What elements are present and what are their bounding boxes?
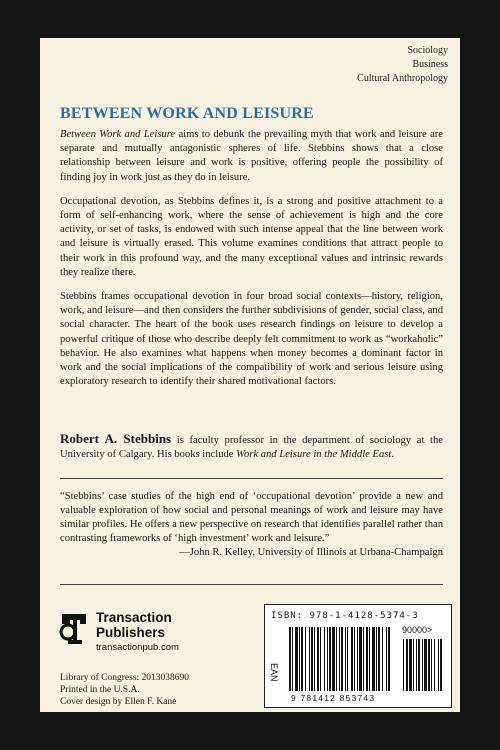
author-bio-end: . <box>391 449 394 460</box>
paragraph-1 <box>60 128 443 185</box>
divider-bottom <box>60 584 443 585</box>
credit-printed: Printed in the U.S.A. <box>60 685 140 695</box>
title-italic: Between Work and Leisure <box>60 129 176 140</box>
paragraph-2: Occupational devotion, as Stebbins defines it, is a strong and positive attachment to a form of self-enhancing work, where the sense of achievement is high and the core activity, or set of tasks, is endowed with such intense appeal that the line between work and leisure is virtually erased. This volume examines conditions that attract people to their work in this profound way, and the many exceptional values and intrinsic rewards they realize there. <box>60 195 443 278</box>
category-business: Business <box>412 59 448 70</box>
publisher-url: transactionpub.com <box>96 642 179 653</box>
author-book: Work and Leisure in the Middle East <box>236 449 392 460</box>
barcode-digits: 9 781412 853743 <box>291 693 376 703</box>
publisher-name <box>96 610 172 640</box>
subject-categories <box>357 44 448 86</box>
price-code: 90000> <box>402 625 433 635</box>
credit-loc: Library of Congress: 2013038690 <box>60 673 190 683</box>
isbn-text: ISBN: 978-1-4128-5374-3 <box>271 611 419 621</box>
author-bio-text: is faculty professor in the department of sociology at the University of Calgary. His books include <box>60 435 443 460</box>
author-name: Robert A. Stebbins <box>60 431 172 446</box>
publisher-mark-icon <box>58 610 90 646</box>
category-sociology: Sociology <box>407 45 448 56</box>
quote-attribution: —John R. Kelley, University of Illinois at Urbana-Champaign <box>179 547 443 558</box>
barcode-bars <box>265 605 451 707</box>
back-cover-panel <box>40 38 460 712</box>
isbn-barcode <box>264 604 452 708</box>
credits <box>60 672 189 708</box>
category-anthropology: Cultural Anthropology <box>357 73 448 84</box>
book-title: BETWEEN WORK AND LEISURE <box>60 105 314 122</box>
publisher-logo <box>58 610 218 660</box>
publisher-name-line2: Publishers <box>96 625 166 640</box>
paragraph-3: Stebbins frames occupational devotion in four broad social contexts—history, religion, work, and leisure—and then considers the further subdivisions of gender, social class, and social character. The heart of the book uses research findings on leisure to develop a powerful critique of those who describe deeply felt commitment to work as “workaholic” behavior. He also examines what happens when money becomes a dominant factor in work and the social implications of the compatibility of work and serious leisure using exploratory research to identify their shared motivational factors. <box>60 291 443 388</box>
ean-label: EAN <box>269 663 279 682</box>
divider-top <box>60 478 443 479</box>
author-bio <box>60 432 443 462</box>
publisher-name-line1: Transaction <box>96 610 172 625</box>
credit-design: Cover design by Ellen F. Kane <box>60 697 177 707</box>
paragraph-1-text: aims to debunk the prevailing myth that work and leisure are separate and mutually antagonistic spheres of life. Stebbins shows that a close relationship between leisure and work is positive, offering people the possibility of finding joy in work just as they do in leisure. <box>60 129 444 183</box>
description <box>60 128 443 399</box>
quote-text: “Stebbins’ case studies of the high end of ‘occupational devotion’ provide a new and valuable exploration of how social and personal meanings of work and leisure may have similar profiles. He offers a new perspective on research that identifies parallel rather than contrasting frameworks of ‘high investment’ work and leisure.” <box>60 491 443 544</box>
endorsement <box>60 490 443 560</box>
